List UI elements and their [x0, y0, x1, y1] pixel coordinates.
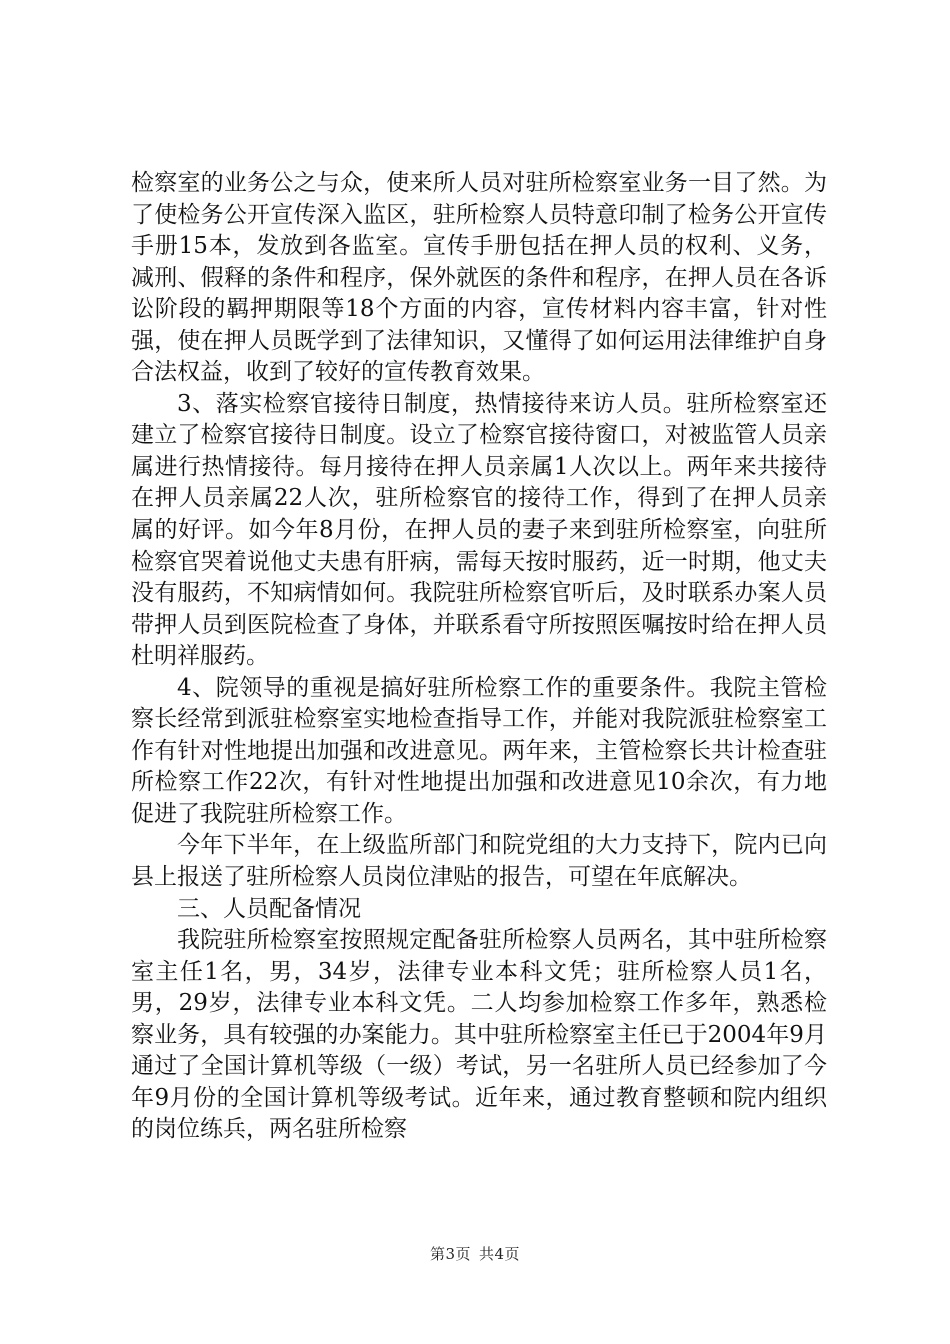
paragraph-staffing: 我院驻所检察室按照规定配备驻所检察人员两名，其中驻所检察室主任1名，男，34岁，法律专业本科文凭；驻所检察人员1名，男，29岁，法律专业本科文凭。二人均参加检察工作多年，熟悉检察业务，具有较强的办案能力。其中驻所检察室主任已于2004年9月通过了全国计算机等级（一级）考试，另一名驻所人员已经参加了今年9月份的全国计算机等级考试。近年来，通过教育整顿和院内组织的岗位练兵，两名驻所检察: [131, 927, 827, 1143]
document-body: [131, 168, 827, 1146]
paragraph-reception-day: 3、落实检察官接待日制度，热情接待来访人员。驻所检察室还建立了检察官接待日制度。设立了检察官接待窗口，对被监管人员亲属进行热情接待。每月接待在押人员亲属1人次以上。两年来共接待在押人员亲属22人次，驻所检察官的接待工作，得到了在押人员亲属的好评。如今年8月份，在押人员的妻子来到驻所检察室，向驻所检察官哭着说他丈夫患有肝病，需每天按时服药，近一时期，他丈夫没有服药，不知病情如何。我院驻所检察官听后，及时联系办案人员带押人员到医院检查了身体，并联系看守所按照医嘱按时给在押人员杜明祥服药。: [131, 390, 827, 670]
page-total: 共4页: [479, 1245, 521, 1263]
paragraph-leadership: 4、院领导的重视是搞好驻所检察工作的重要条件。我院主管检察长经常到派驻检察室实地检查指导工作，并能对我院派驻检察室工作有针对性地提出加强和改进意见。两年来，主管检察长共计检查驻所检察工作22次，有针对性地提出加强和改进意见10余次，有力地促进了我院驻所检察工作。: [131, 674, 827, 827]
page-number: 第3页: [429, 1245, 471, 1263]
paragraph-continuation: 检察室的业务公之与众，使来所人员对驻所检察室业务一目了然。为了使检务公开宣传深入监区，驻所检察人员特意印制了检务公开宣传手册15本，发放到各监室。宣传手册包括在押人员的权利、义务，减刑、假释的条件和程序，保外就医的条件和程序，在押人员在各诉讼阶段的羁押期限等18个方面的内容，宣传材料内容丰富，针对性强，使在押人员既学到了法律知识，又懂得了如何运用法律维护自身合法权益，收到了较好的宣传教育效果。: [131, 170, 827, 386]
section-heading-staffing: 三、人员配备情况: [177, 895, 361, 922]
paragraph-allowance: 今年下半年，在上级监所部门和院党组的大力支持下，院内已向县上报送了驻所检察人员岗位津贴的报告，可望在年底解决。: [131, 832, 827, 891]
page-footer: [0, 1243, 950, 1264]
